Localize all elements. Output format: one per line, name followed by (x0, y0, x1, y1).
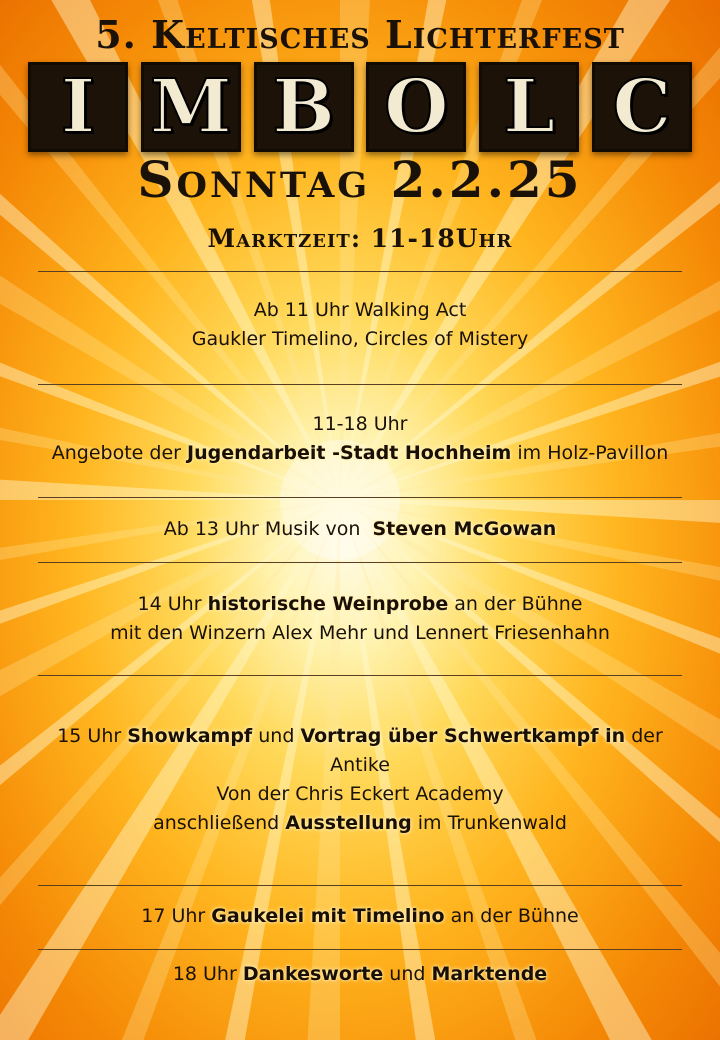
highlight-text: Dankesworte (242, 963, 384, 985)
program-line: Antike (330, 754, 390, 776)
title-letter: M (149, 64, 232, 150)
program-line (20, 515, 700, 544)
program-item-youth-work (20, 410, 700, 468)
divider (38, 271, 682, 272)
program-item-juggling (20, 902, 700, 931)
program-item-showfight (20, 722, 700, 838)
highlight-text: Steven McGowan (372, 518, 557, 540)
divider (38, 384, 682, 385)
program-line (20, 960, 700, 989)
highlight-text: Marktende (431, 963, 548, 985)
program-line: Von der Chris Eckert Academy (216, 783, 504, 805)
program-item-closing (20, 960, 700, 989)
highlight-text: Ausstellung (285, 812, 412, 834)
title-tile (254, 62, 354, 152)
title-tile (366, 62, 466, 152)
text-part: im Holz-Pavillon (511, 442, 669, 464)
text-part: der (625, 725, 663, 747)
text-part: anschließend (153, 812, 286, 834)
highlight-text: Showkampf (127, 725, 253, 747)
program-line (20, 722, 700, 751)
highlight-text: Gaukelei mit Timelino (211, 905, 445, 927)
title-letter: C (612, 64, 672, 150)
title-letter: O (384, 64, 449, 150)
program-line (20, 439, 700, 468)
program-item-music (20, 515, 700, 544)
title-letter: B (272, 64, 335, 150)
text-part: 14 Uhr (137, 593, 208, 615)
divider (38, 949, 682, 950)
title-tile (479, 62, 579, 152)
program-line (20, 902, 700, 931)
program-line (20, 809, 700, 838)
market-time: Marktzeit: 11-18Uhr (207, 224, 513, 253)
text-part: im Trunkenwald (411, 812, 567, 834)
title-letter: I (60, 64, 96, 150)
program-item-walking-act (20, 296, 700, 354)
program-line (20, 590, 700, 619)
highlight-text: Vortrag über Schwertkampf in (300, 725, 626, 747)
title-letter: L (503, 64, 556, 150)
highlight-text: Jugendarbeit -Stadt Hochheim (187, 442, 512, 464)
divider (38, 885, 682, 886)
text-part: und (252, 725, 301, 747)
text-part: an der Bühne (448, 593, 583, 615)
program-item-wine-tasting (20, 590, 700, 648)
highlight-text: historische Weinprobe (207, 593, 449, 615)
program-line: Gaukler Timelino, Circles of Mistery (191, 328, 529, 350)
divider (38, 497, 682, 498)
program-line: 11-18 Uhr (312, 413, 408, 435)
title-tile (592, 62, 692, 152)
text-part: Angebote der (51, 442, 188, 464)
event-date: Sonntag 2.2.25 (137, 150, 583, 209)
title-tile (141, 62, 241, 152)
text-part: 17 Uhr (141, 905, 212, 927)
program-line: mit den Winzern Alex Mehr und Lennert Friesenhahn (110, 622, 610, 644)
title-tile (28, 62, 128, 152)
title-letter-tiles (28, 62, 692, 154)
divider (38, 562, 682, 563)
event-subtitle: 5. Keltisches Lichterfest (95, 12, 625, 57)
text-part: an der Bühne (444, 905, 579, 927)
text-part: 18 Uhr (172, 963, 243, 985)
divider (38, 675, 682, 676)
text-part: 15 Uhr (57, 725, 128, 747)
program-line: Ab 11 Uhr Walking Act (253, 299, 467, 321)
text-part: Ab 13 Uhr Musik von (163, 518, 373, 540)
text-part: und (383, 963, 432, 985)
